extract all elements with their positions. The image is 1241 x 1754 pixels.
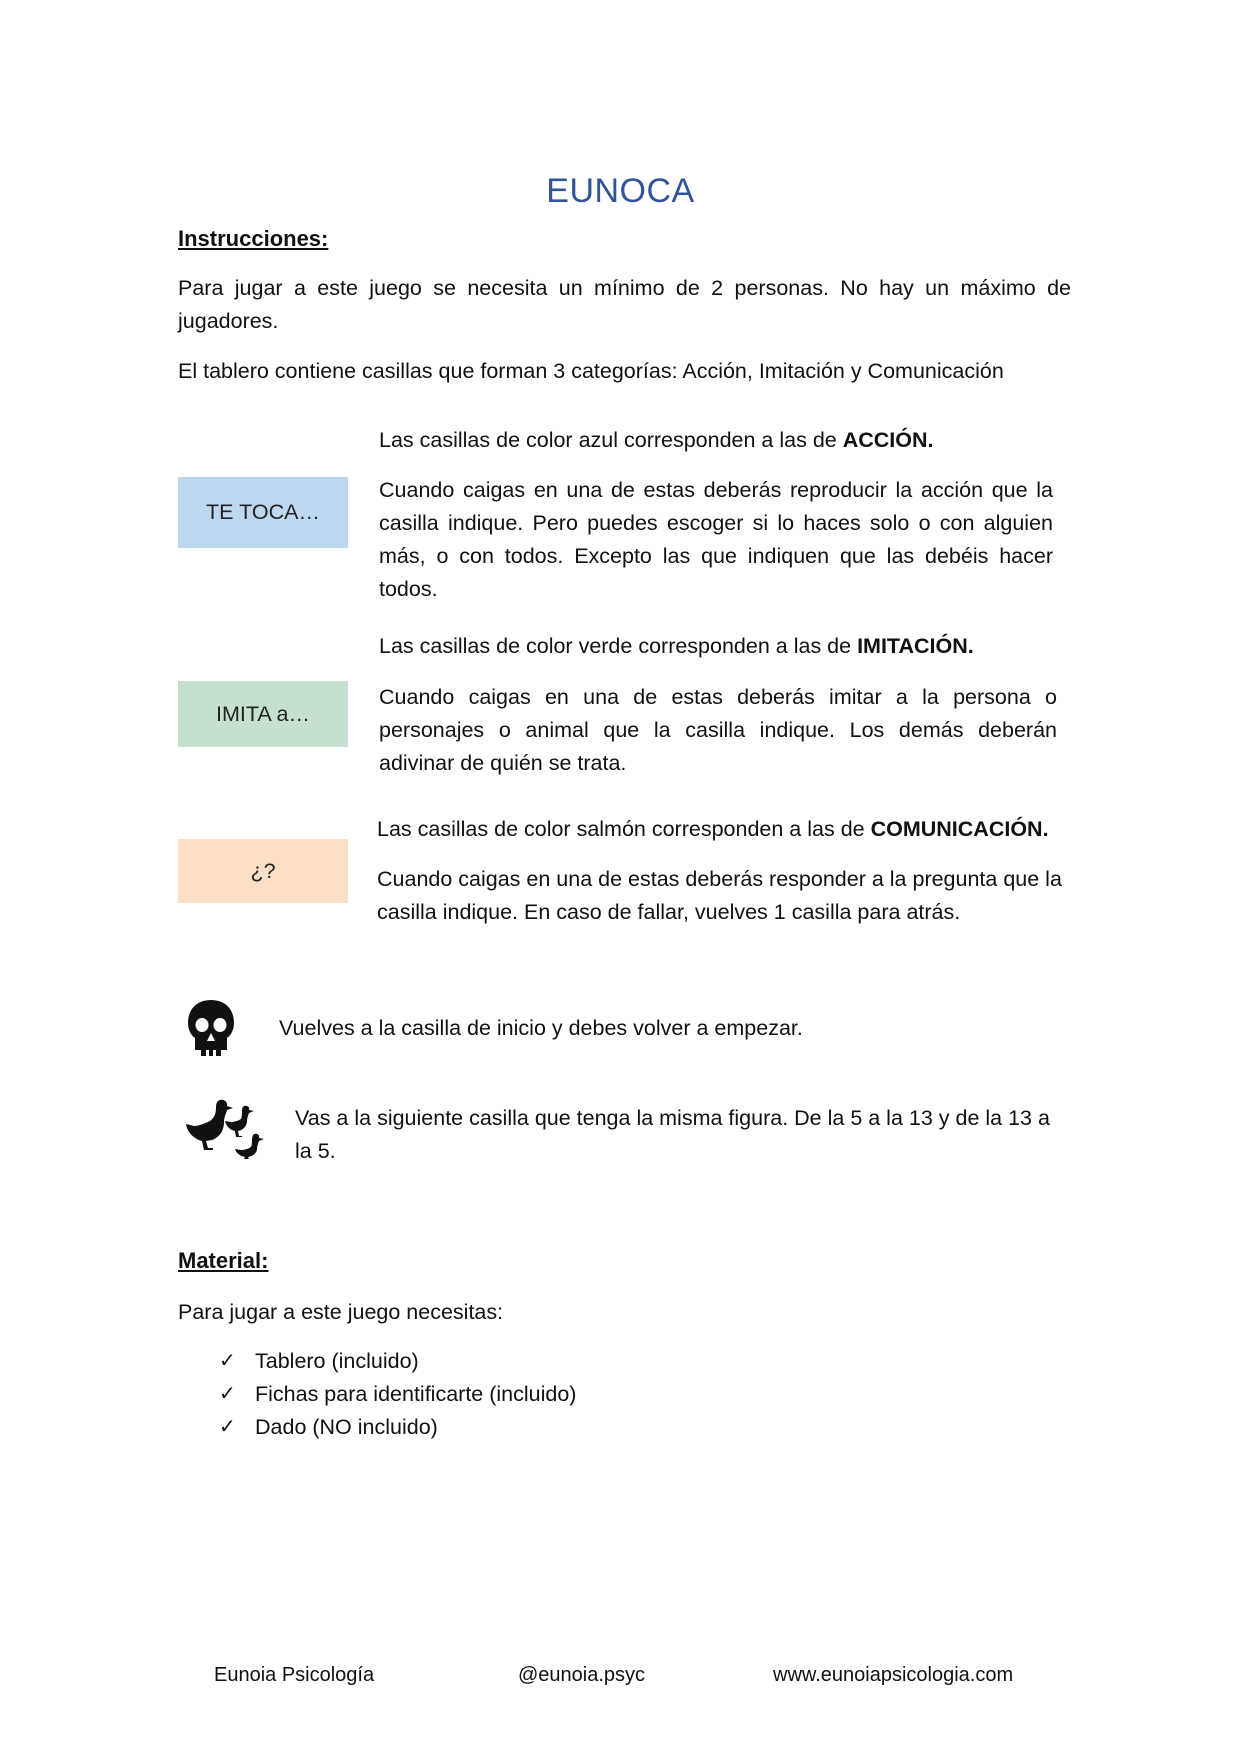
- instructions-heading: Instrucciones:: [178, 226, 329, 251]
- box-label: IMITA a…: [216, 701, 310, 726]
- category-comunicacion-intro: [377, 813, 1097, 846]
- checkmark-icon: ✓: [219, 1383, 236, 1405]
- list-item: [219, 1345, 576, 1378]
- box-label: TE TOCA…: [206, 500, 320, 524]
- category-intro-text: Las casillas de color azul corresponden a las de: [379, 428, 843, 452]
- material-heading: Material:: [178, 1248, 269, 1273]
- checkmark-icon: ✓: [219, 1416, 236, 1438]
- footer-website: www.eunoiapsicologia.com: [773, 1664, 1014, 1686]
- list-item-text: Tablero (incluido): [255, 1349, 419, 1373]
- category-intro-text: Las casillas de color verde corresponden a las de: [379, 634, 858, 658]
- list-item-text: Fichas para identificarte (incluido): [255, 1382, 577, 1406]
- footer-name: Eunoia Psicología: [214, 1664, 375, 1686]
- material-intro: Para jugar a este juego necesitas:: [178, 1300, 504, 1324]
- category-name: COMUNICACIÓN.: [870, 817, 1049, 841]
- category-name: IMITACIÓN.: [857, 634, 974, 658]
- category-accion-description: Cuando caigas en una de estas deberás reproducir la acción que la casilla indique. Pero puedes escoger si lo haces solo o con alguien más, o con todos. Excepto las que indiquen que las debéis hacer todos.: [379, 478, 1053, 601]
- category-imitacion-intro: [379, 630, 1079, 663]
- category-imitacion-description: Cuando caigas en una de estas deberás imitar a la persona o personajes o animal que la casilla indique. Los demás deberán adivinar de quién se trata.: [379, 685, 1057, 775]
- skull-icon: [185, 998, 237, 1060]
- category-accion-intro: [379, 424, 1079, 457]
- box-pregunta: [178, 839, 348, 903]
- category-name: ACCIÓN.: [842, 428, 934, 452]
- special-geese-text: Vas a la siguiente casilla que tenga la misma figura. De la 5 a la 13 y de la 13 a la 5.: [295, 1106, 1050, 1163]
- list-item-text: Dado (NO incluido): [255, 1415, 438, 1439]
- checkmark-icon: ✓: [219, 1350, 236, 1372]
- box-label: ¿?: [250, 858, 276, 883]
- category-intro-text: Las casillas de color salmón corresponden a las de: [377, 817, 871, 841]
- footer-handle: @eunoia.psyc: [518, 1664, 646, 1686]
- instructions-paragraph-2: El tablero contiene casillas que forman 3 categorías: Acción, Imitación y Comunicación: [178, 359, 1004, 383]
- special-skull-text: Vuelves a la casilla de inicio y debes volver a empezar.: [279, 1016, 803, 1040]
- instructions-paragraph-1: Para jugar a este juego se necesita un mínimo de 2 personas. No hay un máximo de jugadores.: [178, 276, 1071, 333]
- category-comunicacion-description: Cuando caigas en una de estas deberás responder a la pregunta que la casilla indique. En caso de fallar, vuelves 1 casilla para atrás.: [377, 867, 1062, 924]
- list-item: [219, 1378, 577, 1411]
- geese-icon: [184, 1096, 266, 1160]
- box-te-toca: [178, 477, 348, 548]
- document-title: EUNOCA: [546, 172, 695, 210]
- box-imita: [178, 681, 348, 747]
- list-item: [219, 1411, 576, 1444]
- material-list: [219, 1345, 577, 1444]
